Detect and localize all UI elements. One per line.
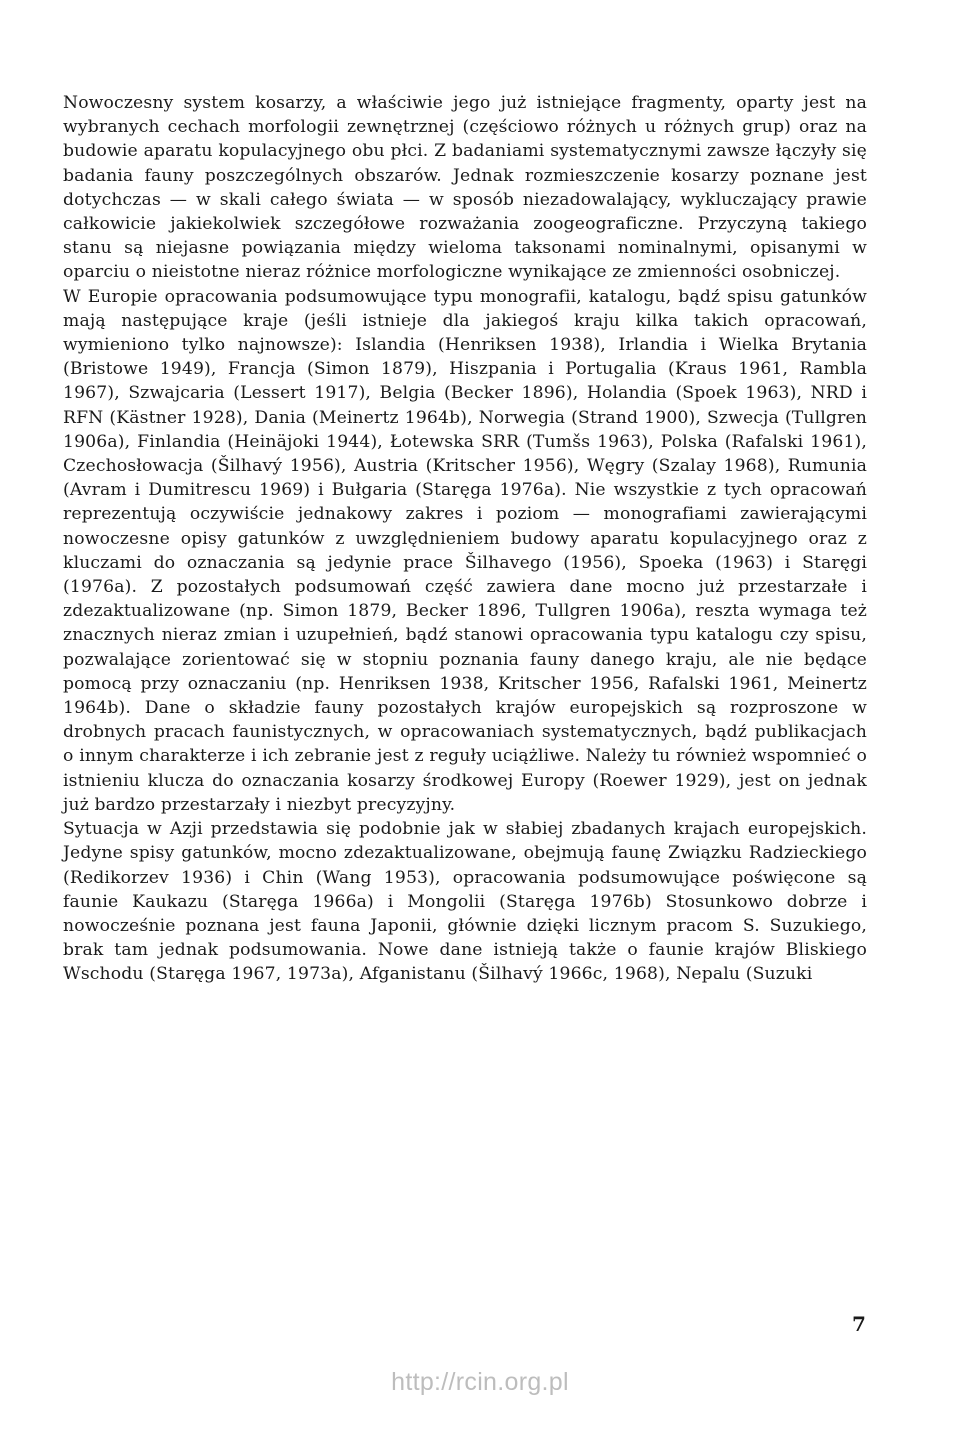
paragraph: Nowoczesny system kosarzy, a właściwie jego już istniejące fragmenty, oparty jest na wybranych cechach morfologii zewnętrznej (częściowo różnych u różnych grup) oraz na budowie aparatu kopulacyjnego obu płci. Z badaniami systematycznymi zawsze łączyły się badania fauny poszczególnych obszarów. Jednak rozmieszczenie kosarzy poznane jest dotychczas — w skali całego świata — w sposób niezadowalający, wykluczający prawie całkowicie jakiekolwiek szczegółowe rozważania zoogeograficzne. Przyczyną takiego stanu są niejasne powiązania między wieloma taksonami nominalnymi, opisanymi w oparciu o nieistotne nieraz różnice morfologiczne wynikające ze zmienności osobniczej. (63, 93, 867, 283)
page-number: 7 (852, 1312, 866, 1336)
source-url-watermark: http://rcin.org.pl (391, 1368, 569, 1396)
paragraph: W Europie opracowania podsumowujące typu monografii, katalogu, bądź spisu gatunków mają następujące kraje (jeśli istnieje dla jakiegoś kraju kilka takich opracowań, wymieniono tylko najnowsze): Islandia (Henriksen 1938), Irlandia i Wielka Brytania (Bristowe 1949), Francja (Simon 1879), Hiszpania i Portugalia (Kraus 1961, Rambla 1967), Szwajcaria (Lessert 1917), Belgia (Becker 1896), Holandia (Spoek 1963), NRD i RFN (Kästner 1928), Dania (Meinertz 1964b), Norwegia (Strand 1900), Szwecja (Tullgren 1906a), Finlandia (Heinäjoki 1944), Łotewska SRR (Tumšs 1963), Polska (Rafalski 1961), Czechosłowacja (Šilhavý 1956), Austria (Kritscher 1956), Węgry (Szalay 1968), Rumunia (Avram i Dumitrescu 1969) i Bułgaria (Staręga 1976a). Nie wszystkie z tych opracowań reprezentują oczywiście jednakowy zakres i poziom — monografiami zawierającymi nowoczesne opisy gatunków z uwzględnieniem budowy aparatu kopulacyjnego oraz z kluczami do oznaczania są jedynie prace Šilhavego (1956), Spoeka (1963) i Staręgi (1976a). Z pozostałych podsumowań część zawiera dane mocno już przestarzałe i zdezaktualizowane (np. Simon 1879, Becker 1896, Tullgren 1906a), reszta wymaga też znacznych nieraz zmian i uzupełnień, bądź stanowi opracowania typu katalogu czy spisu, pozwalające zorientować się w stopniu poznania fauny danego kraju, ale nie będące pomocą przy oznaczaniu (np. Henriksen 1938, Kritscher 1956, Rafalski 1961, Meinertz 1964b). Dane o składzie fauny pozostałych krajów europejskich są rozproszone w drobnych pracach faunistycznych, w opracowaniach systematycznych, bądź publikacjach o innym charakterze i ich zebranie jest z reguły uciążliwe. Należy tu również wspomnieć o istnieniu klucza do oznaczania kosarzy środkowej Europy (Roewer 1929), jest on jednak już bardzo przestarzały i niezbyt precyzyjny. (63, 286, 867, 815)
body-text (63, 91, 867, 987)
paragraph: Sytuacja w Azji przedstawia się podobnie jak w słabiej zbadanych krajach europejskich. Jedyne spisy gatunków, mocno zdezaktualizowane, obejmują faunę Związku Radzieckiego (Redikorzev 1936) i Chin (Wang 1953), opracowania podsumowujące poświęcone są faunie Kaukazu (Staręga 1966a) i Mongolii (Staręga 1976b) Stosunkowo dobrze i nowocześnie poznana jest fauna Japonii, głównie dzięki licznym pracom S. Suzukiego, brak tam jednak podsumowania. Nowe dane istnieją także o faunie krajów Bliskiego Wschodu (Staręga 1967, 1973a), Afganistanu (Šilhavý 1966c, 1968), Nepalu (Suzuki (63, 819, 867, 985)
